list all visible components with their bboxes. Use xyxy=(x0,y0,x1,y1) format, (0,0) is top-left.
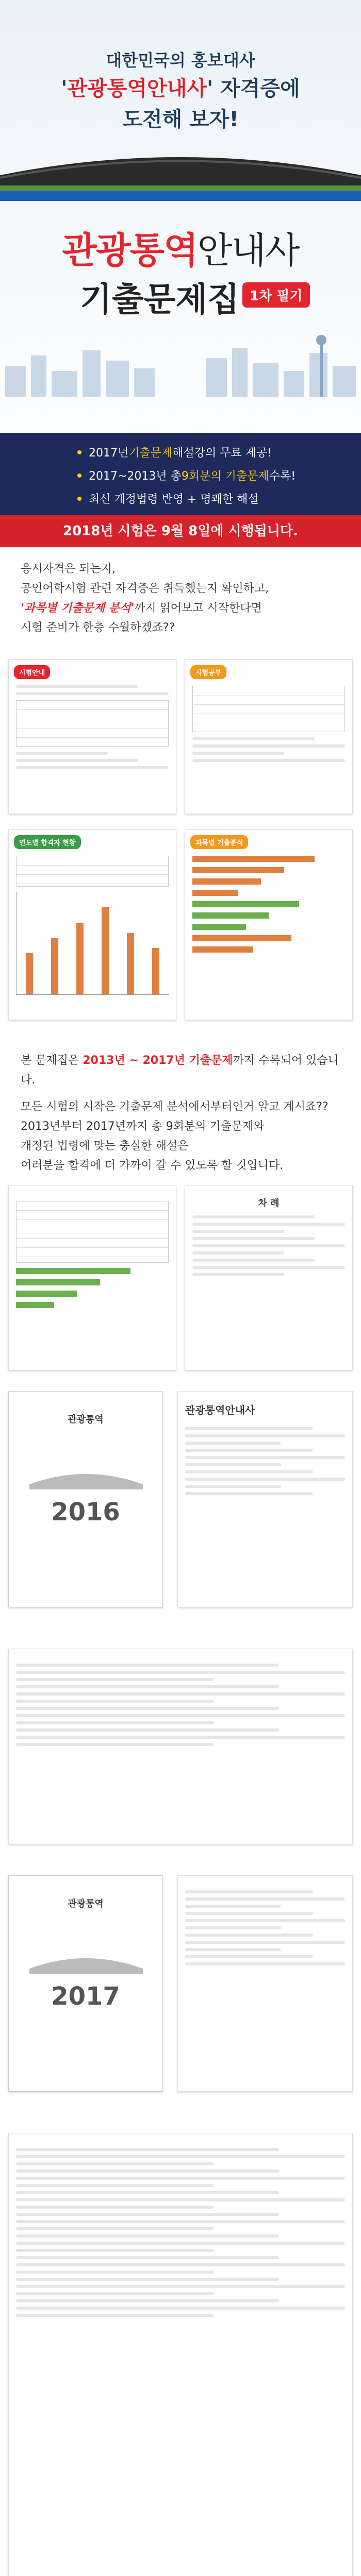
text-line xyxy=(16,1671,345,1674)
text-line xyxy=(185,1427,313,1430)
text-line xyxy=(16,1728,279,1732)
chart-bar xyxy=(152,948,159,994)
text-line xyxy=(16,2242,345,2245)
chart-bar xyxy=(192,946,253,953)
chart-bar xyxy=(192,912,269,919)
desc2-line: 여러분을 합격에 더 가까이 갈 수 있도록 할 것입니다. xyxy=(21,1159,284,1172)
feature-item xyxy=(77,490,361,506)
notice-p3-em: '과목별 기출문제 분석' xyxy=(21,602,135,615)
tag-exam-study: 시험공부 xyxy=(190,665,226,679)
roof-icon xyxy=(29,1948,143,1974)
notice-p4: 시험 준비가 한층 수월하겠죠?? xyxy=(21,621,175,634)
chart-bar xyxy=(16,1291,77,1297)
cover-2017 xyxy=(8,1875,163,2092)
preview-toc xyxy=(185,1185,353,1370)
text-line xyxy=(16,2234,279,2238)
text-line xyxy=(185,1926,281,1929)
text-line xyxy=(192,1237,315,1240)
text-line xyxy=(192,759,345,762)
hero-line2-prefix: ' xyxy=(61,77,68,100)
text-line xyxy=(185,1955,313,1958)
text-line xyxy=(16,2299,279,2302)
desc2-line: 개정된 법령에 맞는 충실한 해설은 xyxy=(21,1140,189,1153)
notice-p1: 응시자격은 되는지, xyxy=(21,563,116,575)
text-line xyxy=(192,1223,345,1226)
text-line xyxy=(16,2249,214,2252)
desc1-prefix: 본 문제집은 xyxy=(21,1054,83,1067)
text-line xyxy=(16,2256,279,2259)
notice-headline: 2018년 시험은 9월 8일에 시행됩니다. xyxy=(0,515,361,547)
hero-line3: 도전해 보자! xyxy=(122,108,239,131)
preview-stats xyxy=(8,829,176,1020)
feature-prefix: 최신 개정법령 반영 + 명쾌한 해설 xyxy=(89,493,259,506)
text-line xyxy=(16,2170,279,2173)
preview-table xyxy=(16,700,169,747)
preview-row-2 xyxy=(8,829,353,1020)
tag-stats: 연도별 합격자 현황 xyxy=(14,835,81,849)
text-line xyxy=(185,1463,281,1466)
book-title-bold: 관광통역 xyxy=(62,229,198,272)
text-line xyxy=(16,1707,279,1710)
text-line xyxy=(192,752,284,755)
feature-suffix: 해설강의 무료 제공! xyxy=(172,447,272,460)
preview-question-page xyxy=(8,1649,353,1844)
text-line xyxy=(192,1266,345,1269)
text-line xyxy=(16,1743,214,1746)
text-line xyxy=(16,1736,345,1739)
text-line xyxy=(16,2155,345,2158)
preview-row-7 xyxy=(8,2133,353,2576)
text-line xyxy=(185,1905,281,1908)
cover-2016 xyxy=(8,1391,163,1607)
text-line xyxy=(185,1941,345,1944)
preview-exam-page-2017 xyxy=(177,1875,353,2092)
preview-analysis xyxy=(185,829,353,1020)
cover-title: 관광통역 xyxy=(68,1414,104,1425)
description-1 xyxy=(0,1051,361,1090)
text-line xyxy=(185,1470,313,1473)
chart-bar xyxy=(192,856,315,862)
text-line xyxy=(185,1485,281,1488)
feature-suffix: 수록! xyxy=(269,470,296,483)
chart-bar xyxy=(127,933,134,994)
text-line xyxy=(16,2184,214,2187)
preview-row-4 xyxy=(8,1391,353,1613)
features-box xyxy=(0,433,361,515)
text-line xyxy=(16,2285,345,2288)
chart-bar xyxy=(192,935,291,941)
chart-bar xyxy=(192,924,246,930)
text-line xyxy=(16,2206,214,2209)
toc-title: 차 례 xyxy=(258,1198,280,1209)
desc2-line: 모든 시험의 시작은 기출문제 분석에서부터인거 알고 계시죠?? xyxy=(21,1100,329,1113)
cover-year: 2017 xyxy=(51,1982,120,2011)
text-line xyxy=(16,1678,214,1681)
text-line xyxy=(185,1934,313,1937)
text-line xyxy=(16,1685,279,1688)
chart-bar xyxy=(102,907,109,994)
hero-line1: 대한민국의 홍보대사 xyxy=(106,50,255,70)
bullet-icon xyxy=(77,497,81,501)
chart-bar xyxy=(16,1279,100,1285)
text-line xyxy=(192,1259,315,1262)
chart-bar xyxy=(192,901,299,907)
text-line xyxy=(16,2292,214,2295)
notice-p3 xyxy=(21,599,340,618)
text-line xyxy=(16,1692,345,1696)
preview-table xyxy=(192,686,345,732)
feature-highlight: 기출문제 xyxy=(128,447,173,460)
book-title-thin: 안내사 xyxy=(197,229,299,272)
preview-exam-page-2016 xyxy=(177,1391,353,1607)
text-line xyxy=(16,2220,345,2223)
hero-line2 xyxy=(0,72,361,101)
preview-row-3 xyxy=(8,1185,353,1370)
book-title xyxy=(0,222,361,274)
exam-header: 관광통역안내사 xyxy=(185,1404,255,1416)
hero-line2-suffix: ' 자격증에 xyxy=(207,77,300,100)
preview-exam-study xyxy=(185,659,353,814)
notice-p2: 공인어학시험 관련 자격증은 취득했는지 확인하고, xyxy=(21,582,269,595)
bullet-icon xyxy=(77,473,81,478)
text-line xyxy=(16,2177,345,2180)
text-line xyxy=(192,744,345,748)
text-line xyxy=(185,1442,281,1445)
palace-roof-illustration xyxy=(0,129,361,201)
desc1-suffix: 까지 수록되어 있습니다. xyxy=(21,1054,339,1087)
text-line xyxy=(16,1714,345,1717)
tag-analysis: 과목별 기출분석 xyxy=(190,835,248,849)
preview-bar-chart xyxy=(16,892,169,995)
hero-line2-highlight: 관광통역안내사 xyxy=(67,77,207,100)
desc2-line: 2013년부터 2017년까지 총 9회분의 기출문제와 xyxy=(21,1120,265,1133)
text-line xyxy=(185,1449,313,1452)
feature-prefix: 2017~2013년 총 xyxy=(89,470,182,483)
exam-badge: 1차 필기 xyxy=(242,282,310,308)
text-line xyxy=(16,759,138,762)
text-line xyxy=(192,1273,284,1276)
text-line xyxy=(16,752,108,755)
preview-table xyxy=(16,856,169,887)
chart-bar xyxy=(16,1268,130,1274)
text-line xyxy=(16,2198,345,2201)
roof-icon xyxy=(29,1464,143,1489)
text-line xyxy=(185,1948,281,1951)
cover-title: 관광통역 xyxy=(68,1899,104,1909)
preview-table xyxy=(16,1201,169,1263)
preview-chart-page xyxy=(8,1185,176,1370)
preview-exam-guide xyxy=(8,659,176,814)
text-line xyxy=(192,1251,284,1255)
text-line xyxy=(16,2314,214,2317)
text-line xyxy=(185,1456,345,1459)
text-line xyxy=(192,1215,315,1218)
preview-answer-page xyxy=(8,2133,353,2576)
preview-row-6 xyxy=(8,1875,353,2097)
bullet-icon xyxy=(77,450,81,454)
chart-bar xyxy=(192,890,238,896)
notice-body xyxy=(0,547,361,650)
text-line xyxy=(185,1434,345,1437)
book-subtitle: 기출문제집 xyxy=(80,281,240,319)
chart-bar xyxy=(192,878,261,885)
text-line xyxy=(185,1478,345,1481)
cover-year: 2016 xyxy=(51,1498,120,1527)
text-line xyxy=(16,2278,279,2281)
text-line xyxy=(16,2162,214,2165)
feature-item xyxy=(77,444,361,460)
chart-bar xyxy=(192,867,284,873)
text-line xyxy=(16,2263,345,2266)
text-line xyxy=(16,2213,279,2216)
text-line xyxy=(192,1230,284,1233)
text-line xyxy=(16,766,169,769)
preview-row-1 xyxy=(8,659,353,814)
text-line xyxy=(16,2307,345,2310)
text-line xyxy=(16,2270,214,2274)
chart-bar xyxy=(51,938,58,994)
text-line xyxy=(185,1912,313,1915)
hero-section xyxy=(0,0,361,515)
text-line xyxy=(185,1962,345,1965)
text-line xyxy=(16,2191,279,2194)
text-line xyxy=(185,1897,345,1901)
chart-bar xyxy=(26,953,33,994)
text-line xyxy=(16,692,169,695)
tag-exam-guide: 시험안내 xyxy=(14,665,50,679)
feature-prefix: 2017년 xyxy=(89,447,129,460)
city-skyline-illustration xyxy=(0,330,361,397)
text-line xyxy=(16,1664,279,1667)
text-line xyxy=(16,2227,214,2230)
preview-row-5 xyxy=(8,1649,353,1844)
text-line xyxy=(185,1492,313,1495)
text-line xyxy=(185,1890,313,1893)
feature-highlight: 9회분의 기출문제 xyxy=(181,470,269,483)
text-line xyxy=(16,1700,214,1703)
chart-bar xyxy=(76,923,84,994)
text-line xyxy=(16,685,138,688)
text-line xyxy=(185,1919,345,1922)
text-line xyxy=(192,1244,345,1247)
feature-item xyxy=(77,467,361,483)
text-line xyxy=(16,2148,279,2151)
text-line xyxy=(16,1721,214,1724)
description-2 xyxy=(0,1097,361,1176)
text-line xyxy=(192,737,315,740)
chart-bar xyxy=(16,1302,54,1308)
notice-p3-rest: 까지 읽어보고 시작한다면 xyxy=(134,602,262,615)
desc1-highlight: 2013년 ~ 2017년 기출문제 xyxy=(83,1054,233,1067)
